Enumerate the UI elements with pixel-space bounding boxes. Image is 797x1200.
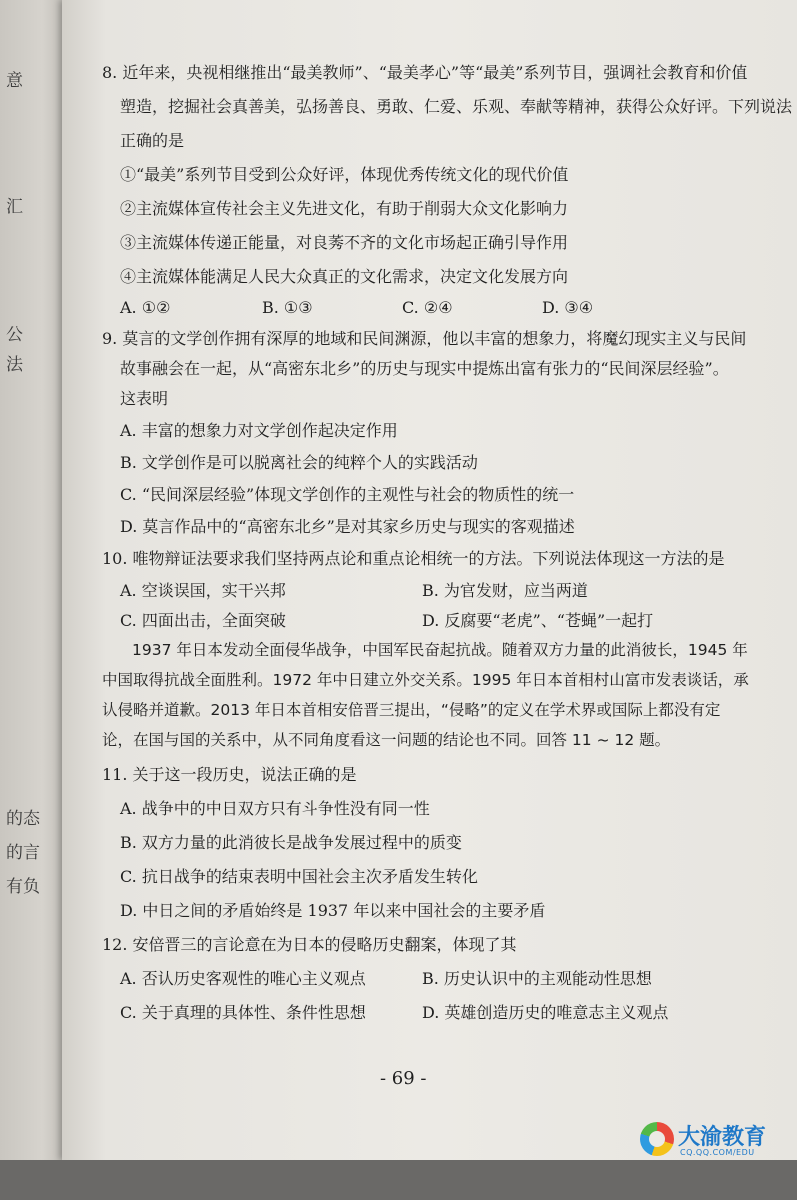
fragment-text: 的态 (6, 809, 40, 829)
fragment-text: 意 (6, 71, 23, 91)
fragment-text: 汇 (6, 197, 23, 217)
q11-option-a: A. 战争中的中日双方只有斗争性没有同一性 (120, 799, 430, 818)
q8-stem-line: 塑造，挖掘社会真善美，弘扬善良、勇敢、仁爱、乐观、奉献等精神，获得公众好评。下列说法 (120, 97, 793, 116)
q9-option-a: A. 丰富的想象力对文学创作起决定作用 (120, 421, 398, 440)
fragment-text: 的言 (6, 843, 40, 863)
q12-option-c: C. 关于真理的具体性、条件性思想 (120, 1003, 366, 1022)
q10-option-c: C. 四面出击，全面突破 (120, 611, 286, 630)
q9-option-d: D. 莫言作品中的“高密东北乡”是对其家乡历史与现实的客观描述 (120, 517, 575, 536)
q8-statement: ②主流媒体宣传社会主义先进文化，有助于削弱大众文化影响力 (120, 199, 569, 218)
exam-page (62, 0, 797, 1160)
fragment-text: 法 (6, 355, 23, 375)
q12-option-d: D. 英雄创造历史的唯意志主义观点 (422, 1003, 669, 1022)
passage-line: 1937 年日本发动全面侵华战争，中国军民奋起抗战。随着双方力量的此消彼长，1945 年 (132, 641, 748, 659)
q9-stem-line: 这表明 (120, 389, 169, 408)
passage-line: 认侵略并道歉。2013 年日本首相安倍晋三提出，“侵略”的定义在学术界或国际上都没有定 (102, 701, 721, 719)
watermark-name: 大渝教育 (678, 1125, 767, 1150)
q8-statement: ③主流媒体传递正能量，对良莠不齐的文化市场起正确引导作用 (120, 233, 569, 252)
q11-option-c: C. 抗日战争的结束表明中国社会主次矛盾发生转化 (120, 867, 478, 886)
q8-stem-line: 正确的是 (120, 131, 185, 150)
q12-option-a: A. 否认历史客观性的唯心主义观点 (120, 969, 366, 988)
fragment-text: 有负 (6, 877, 40, 897)
q8-option-c: C. ②④ (402, 298, 453, 317)
q8-option-b: B. ①③ (262, 298, 313, 317)
q8-statement: ④主流媒体能满足人民大众真正的文化需求，决定文化发展方向 (120, 267, 569, 286)
passage-line: 中国取得抗战全面胜利。1972 年中日建立外交关系。1995 年日本首相村山富市发表谈话，承 (102, 671, 749, 689)
q11-option-d: D. 中日之间的矛盾始终是 1937 年以来中国社会的主要矛盾 (120, 901, 546, 920)
q10-option-d: D. 反腐要“老虎”、“苍蝇”一起打 (422, 611, 654, 630)
q8-stem-line: 8. 近年来，央视相继推出“最美教师”、“最美孝心”等“最美”系列节目，强调社会教育和价值 (102, 63, 748, 82)
q11-stem: 11. 关于这一段历史，说法正确的是 (102, 765, 357, 784)
q8-option-a: A. ①② (120, 298, 171, 317)
q10-stem: 10. 唯物辩证法要求我们坚持两点论和重点论相统一的方法。下列说法体现这一方法的是 (102, 549, 725, 568)
q12-stem: 12. 安倍晋三的言论意在为日本的侵略历史翻案，体现了其 (102, 935, 517, 954)
q8-option-d: D. ③④ (542, 298, 594, 317)
logo-icon (640, 1122, 674, 1156)
q10-option-b: B. 为官发财，应当两道 (422, 581, 588, 600)
fragment-text: 公 (6, 325, 23, 345)
q10-option-a: A. 空谈误国，实干兴邦 (120, 581, 286, 600)
q9-stem-line: 9. 莫言的文学创作拥有深厚的地域和民间渊源，他以丰富的想象力，将魔幻现实主义与民间 (102, 329, 747, 348)
page-number: - 69 - (380, 1068, 427, 1089)
passage-line: 论，在国与国的关系中，从不同角度看这一问题的结论也不同。回答 11 ~ 12 题。 (102, 731, 671, 749)
q8-statement: ①“最美”系列节目受到公众好评，体现优秀传统文化的现代价值 (120, 165, 569, 184)
adjacent-page-edge (0, 0, 70, 1200)
q11-option-b: B. 双方力量的此消彼长是战争发展过程中的质变 (120, 833, 462, 852)
q9-stem-line: 故事融会在一起，从“高密东北乡”的历史与现实中提炼出富有张力的“民间深层经验”。 (120, 359, 729, 378)
q9-option-c: C. “民间深层经验”体现文学创作的主观性与社会的物质性的统一 (120, 485, 575, 504)
watermark-logo (640, 1120, 790, 1170)
q12-option-b: B. 历史认识中的主观能动性思想 (422, 969, 652, 988)
q9-option-b: B. 文学创作是可以脱离社会的纯粹个人的实践活动 (120, 453, 478, 472)
watermark-url: CQ.QQ.COM/EDU (680, 1148, 755, 1157)
